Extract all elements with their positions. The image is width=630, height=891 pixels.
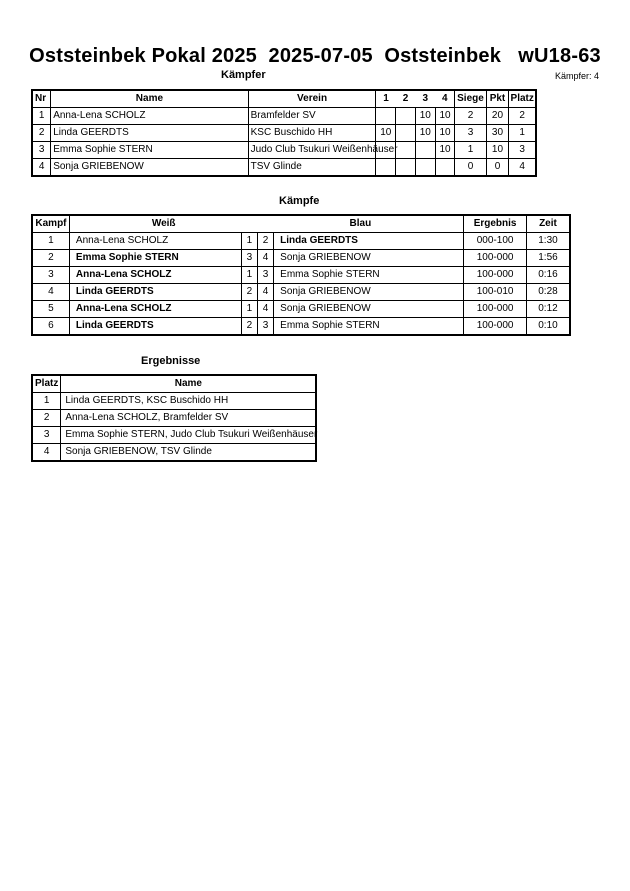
fight-blue-name: Emma Sophie STERN <box>274 267 464 284</box>
fighters-header-row <box>32 90 536 108</box>
result-name: Emma Sophie STERN, Judo Club Tsukuri Weißenhäuser <box>61 427 317 444</box>
results-heading: Ergebnisse <box>141 355 201 367</box>
fight-white-nr: 1 <box>241 233 257 250</box>
col-result-name: Name <box>61 375 317 393</box>
result-name: Sonja GRIEBENOW, TSV Glinde <box>61 444 317 462</box>
fight-white-nr: 3 <box>241 250 257 267</box>
fight-number: 5 <box>32 301 69 318</box>
fight-blue-name: Sonja GRIEBENOW <box>274 301 464 318</box>
fight-blue-nr: 3 <box>257 318 273 336</box>
result-name: Linda GEERDTS, KSC Buschido HH <box>61 393 317 410</box>
fight-blue-nr: 2 <box>257 233 273 250</box>
fight-time: 1:56 <box>526 250 570 267</box>
fighter-wins: 3 <box>455 125 486 142</box>
fight-row <box>32 318 570 336</box>
fighter-score-3 <box>415 142 435 159</box>
results-table <box>31 374 317 462</box>
fight-result: 100-000 <box>464 318 527 336</box>
fight-blue-name: Sonja GRIEBENOW <box>274 250 464 267</box>
fight-result: 100-000 <box>464 250 527 267</box>
fighter-place: 3 <box>509 142 536 159</box>
fights-table <box>31 214 571 336</box>
page-title: Oststeinbek Pokal 2025 2025-07-05 Oststeinbek wU18-63 <box>29 45 601 67</box>
result-place: 4 <box>32 444 61 462</box>
fighter-name: Linda GEERDTS <box>51 125 248 142</box>
fighter-score-3 <box>415 159 435 177</box>
fighter-score-3: 10 <box>415 108 435 125</box>
fight-white-name: Emma Sophie STERN <box>69 250 241 267</box>
col-nr: Nr <box>32 90 51 108</box>
fighter-club: KSC Buschido HH <box>248 125 376 142</box>
fight-white-nr: 1 <box>241 267 257 284</box>
fighter-score-2 <box>396 142 416 159</box>
fighter-score-2 <box>396 108 416 125</box>
fighter-wins: 2 <box>455 108 486 125</box>
col-r1: 1 <box>383 93 389 104</box>
col-result: Ergebnis <box>464 215 527 233</box>
fighter-name: Sonja GRIEBENOW <box>51 159 248 177</box>
fight-time: 0:12 <box>526 301 570 318</box>
fight-blue-nr: 3 <box>257 267 273 284</box>
fight-row <box>32 250 570 267</box>
fighter-score-3: 10 <box>415 125 435 142</box>
fighter-row <box>32 142 536 159</box>
fight-row <box>32 301 570 318</box>
fighter-club: Bramfelder SV <box>248 108 376 125</box>
fight-result: 100-000 <box>464 267 527 284</box>
fights-header-row <box>32 215 570 233</box>
col-result-place: Platz <box>32 375 61 393</box>
col-blue: Blau <box>257 215 463 233</box>
fighter-row <box>32 159 536 177</box>
fight-time: 0:10 <box>526 318 570 336</box>
fighter-wins: 0 <box>455 159 486 177</box>
fight-number: 4 <box>32 284 69 301</box>
col-name: Name <box>51 90 248 108</box>
col-club: Verein <box>248 90 376 108</box>
fighters-count: Kämpfer: 4 <box>554 71 599 81</box>
col-time: Zeit <box>526 215 570 233</box>
result-place: 3 <box>32 427 61 444</box>
fighter-score-4: 10 <box>435 142 455 159</box>
fighter-place: 2 <box>509 108 536 125</box>
fight-blue-name: Linda GEERDTS <box>274 233 464 250</box>
fighter-club: TSV Glinde <box>248 159 376 177</box>
col-r3: 3 <box>422 93 429 104</box>
fight-white-name: Anna-Lena SCHOLZ <box>69 267 241 284</box>
fighter-name: Anna-Lena SCHOLZ <box>51 108 248 125</box>
fighter-score-4: 10 <box>435 125 455 142</box>
fight-number: 6 <box>32 318 69 336</box>
fighter-name: Emma Sophie STERN <box>51 142 248 159</box>
fight-time: 1:30 <box>526 233 570 250</box>
fighter-score-4: 10 <box>435 108 455 125</box>
fight-blue-nr: 4 <box>257 250 273 267</box>
result-place: 1 <box>32 393 61 410</box>
fighter-score-4 <box>435 159 455 177</box>
result-row <box>32 427 316 444</box>
fighter-place: 4 <box>509 159 536 177</box>
col-white: Weiß <box>69 215 257 233</box>
result-row <box>32 444 316 462</box>
fight-blue-name: Emma Sophie STERN <box>274 318 464 336</box>
result-name: Anna-Lena SCHOLZ, Bramfelder SV <box>61 410 317 427</box>
fight-time: 0:16 <box>526 267 570 284</box>
fight-number: 3 <box>32 267 69 284</box>
fighter-score-1 <box>376 108 396 125</box>
fight-white-name: Linda GEERDTS <box>69 284 241 301</box>
fighters-table <box>31 89 537 177</box>
col-r2: 2 <box>402 93 409 104</box>
fight-row <box>32 233 570 250</box>
col-r4: 4 <box>441 93 448 104</box>
fighter-nr: 2 <box>32 125 51 142</box>
fighter-row <box>32 125 536 142</box>
fight-white-name: Linda GEERDTS <box>69 318 241 336</box>
fight-number: 1 <box>32 233 69 250</box>
col-place: Platz <box>509 90 536 108</box>
fight-row <box>32 267 570 284</box>
fighter-score-1 <box>376 159 396 177</box>
fighter-points: 30 <box>486 125 509 142</box>
fighter-place: 1 <box>509 125 536 142</box>
col-fight-no: Kampf <box>32 215 69 233</box>
fighter-nr: 4 <box>32 159 51 177</box>
fight-blue-nr: 4 <box>257 284 273 301</box>
fight-time: 0:28 <box>526 284 570 301</box>
fighter-row <box>32 108 536 125</box>
fighter-nr: 3 <box>32 142 51 159</box>
fight-blue-name: Sonja GRIEBENOW <box>274 284 464 301</box>
fight-result: 100-010 <box>464 284 527 301</box>
fighter-wins: 1 <box>455 142 486 159</box>
fight-white-nr: 1 <box>241 301 257 318</box>
col-pts: Pkt <box>486 90 509 108</box>
results-header-row <box>32 375 316 393</box>
fight-row <box>32 284 570 301</box>
fight-blue-nr: 4 <box>257 301 273 318</box>
fighter-points: 20 <box>486 108 509 125</box>
fight-white-name: Anna-Lena SCHOLZ <box>69 301 241 318</box>
fight-white-nr: 2 <box>241 284 257 301</box>
fighter-score-2 <box>396 125 416 142</box>
result-place: 2 <box>32 410 61 427</box>
fight-result: 100-000 <box>464 301 527 318</box>
fighter-points: 10 <box>486 142 509 159</box>
fight-result: 000-100 <box>464 233 527 250</box>
fight-number: 2 <box>32 250 69 267</box>
fighter-score-2 <box>396 159 416 177</box>
fighter-score-1: 10 <box>376 125 396 142</box>
col-wins: Siege <box>455 90 486 108</box>
result-row <box>32 393 316 410</box>
fighters-heading: Kämpfer <box>221 69 266 81</box>
result-row <box>32 410 316 427</box>
fighter-club: Judo Club Tsukuri Weißenhäuser <box>248 142 376 159</box>
fighter-points: 0 <box>486 159 509 177</box>
fight-white-nr: 2 <box>241 318 257 336</box>
fighter-nr: 1 <box>32 108 51 125</box>
fight-white-name: Anna-Lena SCHOLZ <box>69 233 241 250</box>
fights-heading: Kämpfe <box>279 195 320 207</box>
